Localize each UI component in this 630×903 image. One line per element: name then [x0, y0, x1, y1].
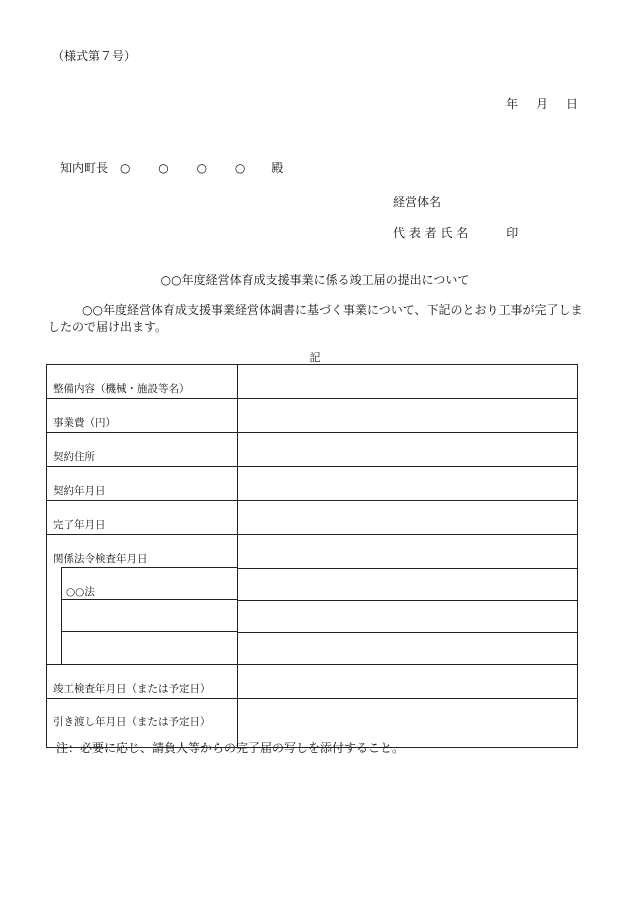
sub-row-value[interactable]	[238, 632, 578, 664]
date-month: 月	[536, 97, 549, 111]
ki-heading: 記	[309, 351, 321, 364]
table-sub-row	[47, 632, 578, 664]
addressee-name-placeholder: ○ ○ ○ ○	[120, 161, 258, 175]
addressee-title: 知内町長	[60, 161, 109, 175]
row-label: 整備内容（機械・施設等名）	[47, 365, 238, 399]
table-row	[47, 433, 578, 467]
addressee	[60, 159, 283, 176]
table-row	[47, 664, 578, 698]
row-value[interactable]	[238, 535, 578, 569]
table-sub-row	[47, 568, 578, 600]
date-year: 年	[506, 97, 519, 111]
date-day: 日	[566, 97, 579, 111]
row-label: 事業費（円）	[47, 399, 238, 433]
table-row	[47, 467, 578, 501]
sub-row-cell	[47, 632, 238, 664]
row-label: 契約年月日	[47, 467, 238, 501]
row-value[interactable]	[238, 365, 578, 399]
table-row	[47, 399, 578, 433]
row-value[interactable]	[238, 399, 578, 433]
sub-row-cell	[47, 568, 238, 600]
row-value[interactable]	[238, 433, 578, 467]
row-value[interactable]	[238, 664, 578, 698]
row-value[interactable]	[238, 501, 578, 535]
table-row	[47, 501, 578, 535]
sub-row-value[interactable]	[238, 568, 578, 600]
row-label: 契約住所	[47, 433, 238, 467]
footnote: 注：必要に応じ、請負人等からの完了届の写しを添付すること。	[56, 741, 405, 755]
sub-row-label: ○○法	[66, 586, 95, 598]
representative-label: 代 表 者 氏 名	[393, 226, 469, 240]
sub-row-cell	[47, 600, 238, 632]
row-label: 竣工検査年月日（または予定日）	[47, 664, 238, 698]
table-row	[47, 535, 578, 569]
addressee-honorific: 殿	[271, 161, 284, 175]
table-sub-row	[47, 600, 578, 632]
completion-report-table	[46, 364, 578, 748]
row-label: 完了年月日	[47, 501, 238, 535]
representative-line	[393, 224, 518, 241]
seal-mark: 印	[506, 226, 519, 240]
form-number: （様式第７号）	[52, 49, 137, 63]
row-value[interactable]	[238, 467, 578, 501]
row-label: 引き渡し年月日（または予定日）	[47, 698, 238, 747]
sub-row-value[interactable]	[238, 600, 578, 632]
organization-label: 経営体名	[393, 195, 442, 209]
table-row	[47, 365, 578, 399]
body-text: ○○年度経営体育成支援事業経営体調書に基づく事業について、下記のとおり工事が完了しましたので届け出ます。	[48, 303, 583, 334]
document-title: ○○年度経営体育成支援事業に係る竣工届の提出について	[160, 273, 470, 287]
date-line	[506, 95, 578, 112]
row-label: 関係法令検査年月日	[47, 535, 238, 569]
